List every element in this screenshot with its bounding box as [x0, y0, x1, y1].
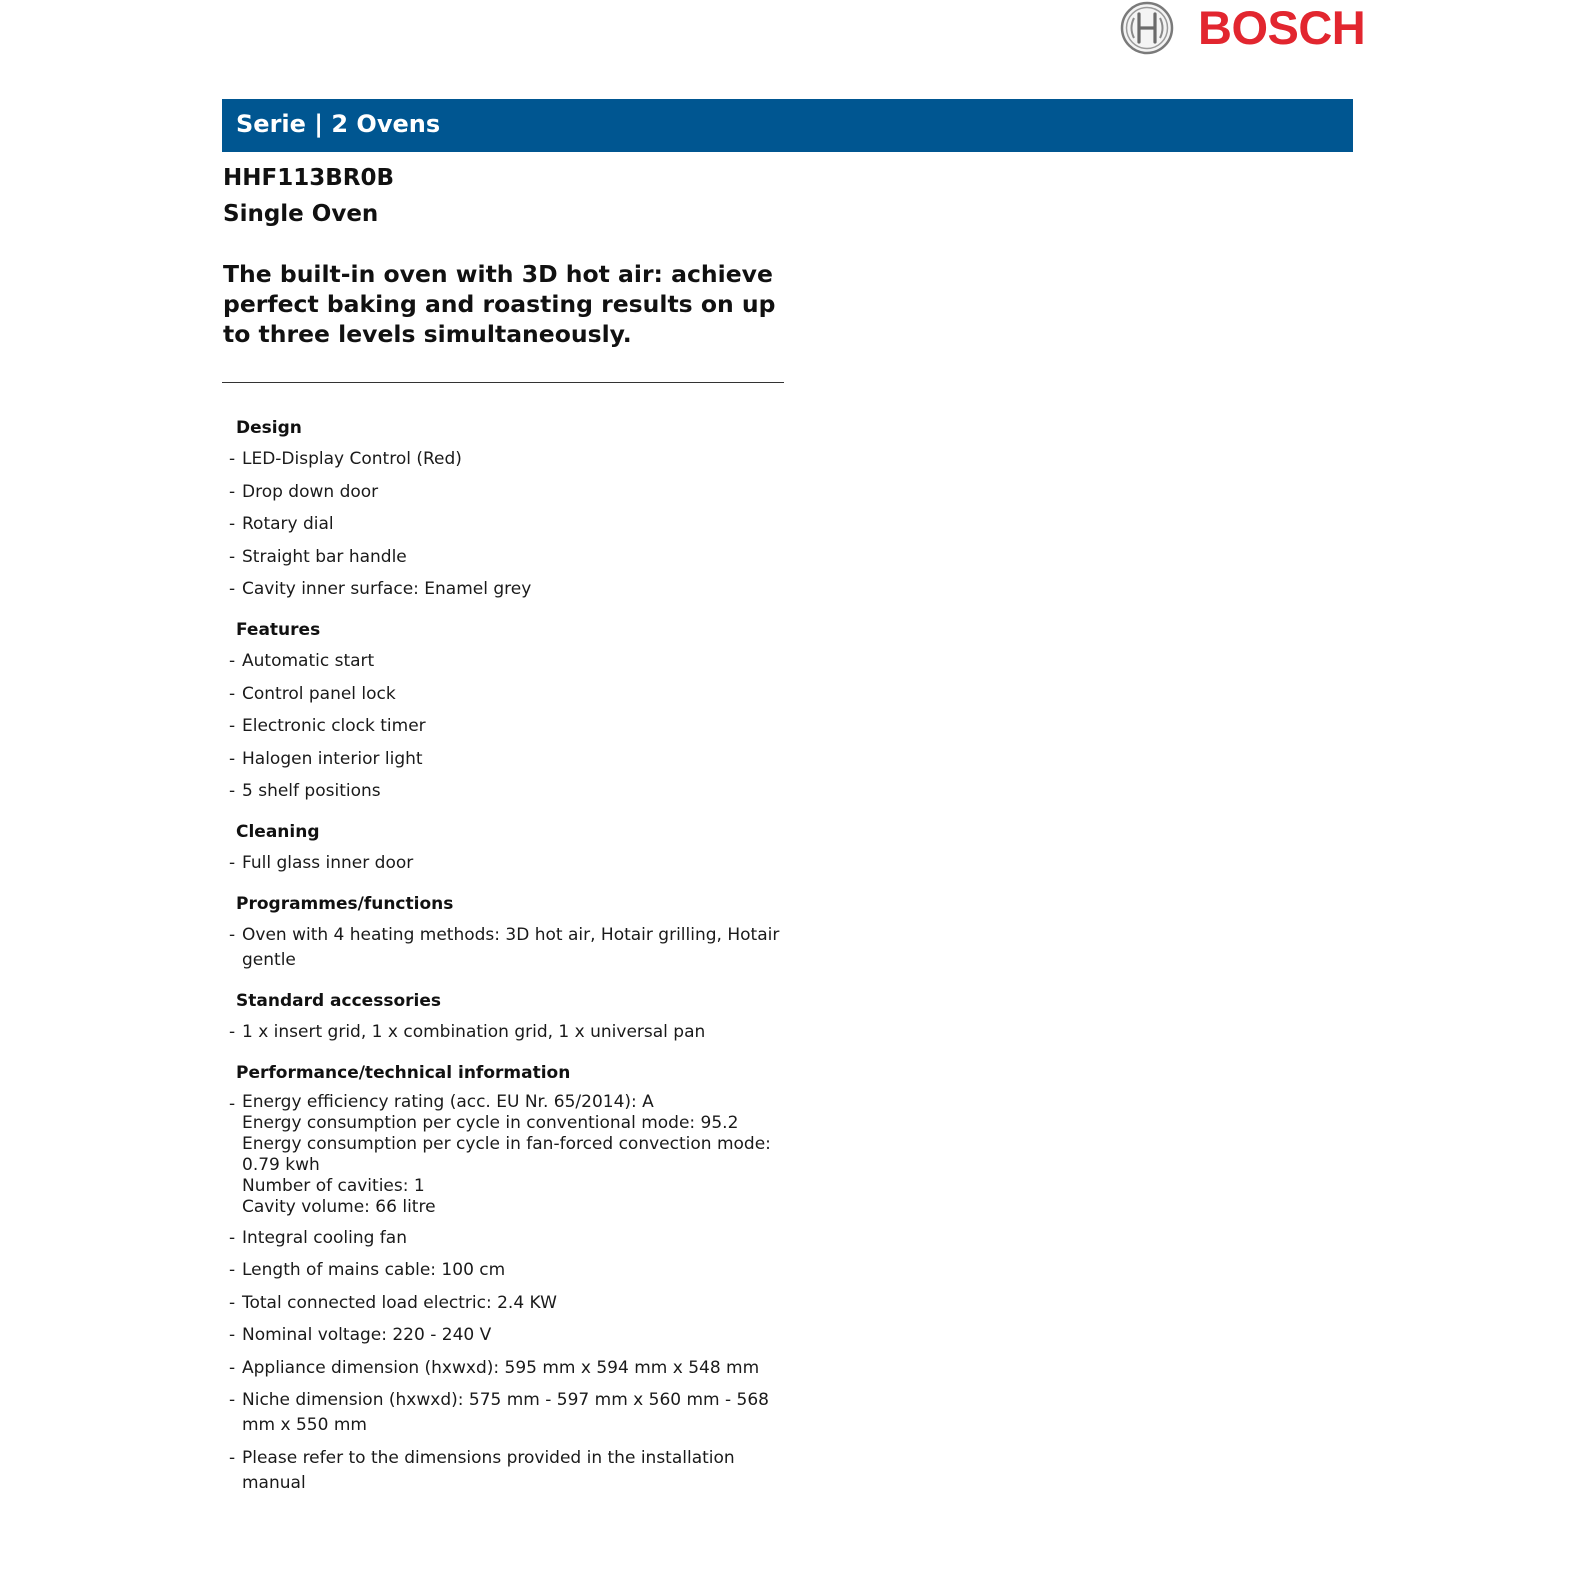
list-item: - Halogen interior light — [229, 748, 423, 769]
energy-fan-forced: Energy consumption per cycle in fan-forced convection mode: 0.79 kwh — [242, 1134, 771, 1175]
list-item: - Automatic start — [229, 651, 375, 671]
section-title: Programmes/functions — [236, 894, 454, 914]
list-item: - Please refer to the dimensions provided in the installation manual — [229, 1447, 735, 1493]
product-sheet — [223, 160, 803, 1512]
list-item: - 1 x insert grid, 1 x combination grid, 1 x universal pan — [229, 1022, 706, 1042]
list-item: - LED-Display Control (Red) — [229, 449, 462, 469]
section-title: Design — [236, 418, 302, 438]
energy-conventional: Energy consumption per cycle in conventional mode: 95.2 — [242, 1113, 739, 1133]
section-title: Features — [236, 620, 321, 640]
section-programmes — [229, 892, 803, 973]
list-item: - Control panel lock — [229, 683, 396, 704]
section-title: Cleaning — [236, 822, 320, 842]
list-item: - 5 shelf positions — [229, 781, 381, 801]
divider — [222, 382, 784, 383]
series-banner: Serie | 2 Ovens — [222, 99, 1353, 152]
section-title: Performance/technical information — [236, 1063, 571, 1083]
cavity-count: Number of cavities: 1 — [242, 1176, 425, 1196]
product-headline: The built-in oven with 3D hot air: achieve perfect baking and roasting results on up to three levels simultaneously. — [223, 260, 776, 348]
list-item: - Cavity inner surface: Enamel grey — [229, 579, 532, 599]
model-code: HHF113BR0B — [223, 165, 394, 191]
list-item: - Total connected load electric: 2.4 KW — [229, 1292, 557, 1313]
brand-name: BOSCH — [1198, 1, 1366, 54]
model-type: Single Oven — [223, 201, 379, 227]
spec-sections — [223, 416, 803, 1496]
list-item: - Drop down door — [229, 481, 379, 502]
section-cleaning — [229, 820, 803, 876]
list-item: - Rotary dial — [229, 514, 334, 534]
section-accessories — [229, 989, 803, 1045]
section-performance — [229, 1061, 803, 1496]
list-item: - Appliance dimension (hxwxd): 595 mm x 594 mm x 548 mm — [229, 1357, 760, 1378]
cavity-volume: Cavity volume: 66 litre — [242, 1197, 436, 1217]
section-title: Standard accessories — [236, 991, 441, 1011]
list-item: - Straight bar handle — [229, 546, 407, 567]
section-design — [229, 416, 803, 602]
energy-rating: Energy efficiency rating (acc. EU Nr. 65/2014): A — [242, 1092, 654, 1112]
energy-info-item: - Energy efficiency rating (acc. EU Nr. 65/2014): A Energy consumption per cycle in conventional mode: 95.2 Energy consumption per cycle in fan-forced convection mode: 0.79 kwh Number of cavities: 1 Cavity volume: 66 litre — [236, 1092, 787, 1218]
list-item: - Integral cooling fan — [229, 1227, 407, 1248]
list-item: - Length of mains cable: 100 cm — [229, 1260, 506, 1280]
brand-logo — [1118, 0, 1366, 60]
list-item: - Electronic clock timer — [229, 716, 426, 736]
bosch-armature-logo-icon — [1120, 1, 1174, 55]
list-item: - Oven with 4 heating methods: 3D hot air, Hotair grilling, Hotair gentle — [229, 925, 780, 970]
list-item: - Niche dimension (hxwxd): 575 mm - 597 mm x 560 mm - 568 mm x 550 mm — [229, 1390, 769, 1435]
list-item: - Full glass inner door — [229, 853, 414, 873]
list-item: - Nominal voltage: 220 - 240 V — [229, 1325, 492, 1345]
section-features — [229, 618, 803, 804]
